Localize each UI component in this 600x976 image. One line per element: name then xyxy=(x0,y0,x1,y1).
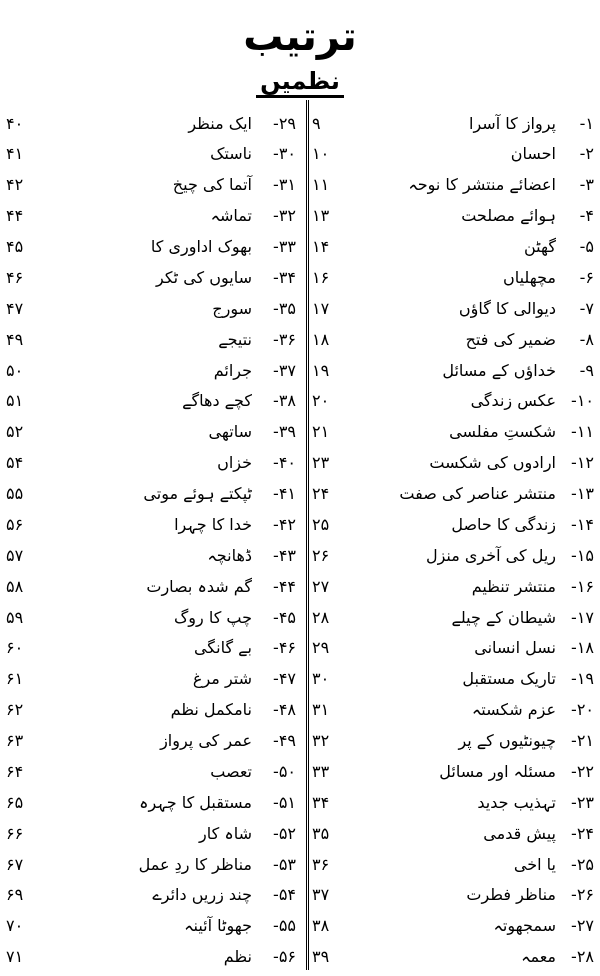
entry-number: ۴۴- xyxy=(273,576,296,596)
entry-number: ۱۶- xyxy=(571,576,594,596)
toc-entry xyxy=(312,139,594,169)
toc-entry xyxy=(312,324,594,354)
entry-number: ۳۳- xyxy=(273,237,296,256)
entry-title: زندگی کا حاصل xyxy=(451,514,556,534)
toc-entry xyxy=(312,479,594,509)
entry-number: ۱۷- xyxy=(571,607,594,627)
entry-number: ۲۴- xyxy=(571,823,594,843)
toc-entry xyxy=(312,880,594,910)
entry-number: ۴۳- xyxy=(273,545,296,565)
entry-page-number: ۲۹ xyxy=(312,638,330,658)
toc-entry xyxy=(312,355,594,385)
entry-title: یا اخی xyxy=(513,854,556,874)
entry-number: ۴۸- xyxy=(273,700,296,720)
entry-page-number: ۳۶ xyxy=(312,854,330,874)
toc-entry xyxy=(6,355,296,385)
entry-title: مناظر کا ردِ عمل xyxy=(138,854,252,874)
entry-page-number: ۳۴ xyxy=(312,792,330,812)
entry-number: ۲۳- xyxy=(571,792,594,812)
entry-number: ۳۹- xyxy=(273,422,296,442)
entry-page-number: ۱۹ xyxy=(312,360,330,380)
entry-number: ۴۶- xyxy=(273,638,296,658)
entry-number: ۵۵- xyxy=(273,916,296,936)
entry-page-number: ۱۶ xyxy=(312,267,330,287)
toc-entry xyxy=(6,448,296,478)
entry-title: معمہ xyxy=(521,947,556,967)
entry-page-number: ۶۰ xyxy=(6,638,24,658)
toc-entry xyxy=(6,695,296,725)
entry-title: منتشر عناصر کی صفت xyxy=(399,484,556,503)
entry-page-number: ۴۲ xyxy=(6,175,24,195)
entry-page-number: ۵۶ xyxy=(6,514,24,534)
entry-number: ۵۴- xyxy=(273,885,296,905)
entry-title: تعصب xyxy=(210,761,252,781)
toc-entry xyxy=(312,540,594,570)
entry-number: ۵۱- xyxy=(273,792,296,812)
toc-entry xyxy=(312,695,594,725)
entry-number: ۵۰- xyxy=(273,761,296,781)
toc-entry xyxy=(6,232,296,262)
section-subtitle-text: نظمیں xyxy=(256,67,344,98)
entry-number: ۳۵- xyxy=(273,298,296,318)
entry-title: عزم شکستہ xyxy=(471,700,556,720)
entry-title: بے گانگی xyxy=(193,638,252,658)
entry-number: ۵۳- xyxy=(273,854,296,874)
entry-page-number: ۶۹ xyxy=(6,885,24,905)
entry-page-number: ۳۱ xyxy=(312,700,330,720)
entry-title: احسان xyxy=(510,144,556,164)
entry-page-number: ۶۴ xyxy=(6,761,24,781)
entry-title: سورج xyxy=(212,298,252,318)
toc-entry xyxy=(312,108,594,138)
entry-title: چند زریں دائرے xyxy=(152,885,252,905)
entry-number: ۵- xyxy=(579,237,594,256)
entry-page-number: ۴۴ xyxy=(6,206,24,226)
entry-title: بھوک اداوری کا xyxy=(150,237,252,256)
entry-title: شیطان کے چیلے xyxy=(451,607,556,627)
entry-title: خداؤں کے مسائل xyxy=(442,360,556,380)
entry-number: ۳۶- xyxy=(273,329,296,349)
entry-page-number: ۶۵ xyxy=(6,792,24,812)
column-divider xyxy=(306,100,309,970)
entry-number: ۴- xyxy=(579,206,594,226)
entry-number: ۲۶- xyxy=(571,885,594,905)
entry-page-number: ۳۲ xyxy=(312,731,330,750)
entry-number: ۳۷- xyxy=(273,360,296,380)
entry-page-number: ۱۱ xyxy=(312,175,330,195)
entry-title: ڈھانچہ xyxy=(207,545,252,565)
toc-entry xyxy=(312,633,594,663)
entry-title: ٹپکتے ہوئے موتی xyxy=(143,484,252,503)
entry-page-number: ۳۵ xyxy=(312,823,330,843)
page-title: ترتیب xyxy=(243,14,357,60)
entry-title: ریل کی آخری منزل xyxy=(425,545,556,565)
toc-entry xyxy=(6,509,296,539)
entry-number: ۵۶- xyxy=(273,947,296,967)
toc-entry xyxy=(6,170,296,200)
entry-title: چیونٹیوں کے پر xyxy=(458,731,556,750)
entry-title: خدا کا چہرا xyxy=(174,514,252,534)
entry-page-number: ۱۴ xyxy=(312,237,330,256)
entry-page-number: ۳۹ xyxy=(312,947,330,967)
entry-title: شتر مرغ xyxy=(192,669,252,689)
entry-title: نظم xyxy=(223,947,252,967)
entry-page-number: ۲۴ xyxy=(312,484,330,503)
toc-column-right xyxy=(312,108,594,972)
toc-entry xyxy=(6,417,296,447)
entry-title: مناظرِ فطرت xyxy=(466,885,556,905)
toc-entry xyxy=(312,756,594,786)
entry-page-number: ۳۷ xyxy=(312,885,330,905)
toc-entry xyxy=(6,880,296,910)
entry-number: ۱۱- xyxy=(571,422,594,442)
toc-entry xyxy=(6,108,296,138)
entry-title: پرواز کا آسرا xyxy=(469,113,556,133)
toc-entry xyxy=(6,201,296,231)
entry-number: ۲۷- xyxy=(571,916,594,936)
entry-page-number: ۲۵ xyxy=(312,514,330,534)
entry-page-number: ۴۶ xyxy=(6,267,24,287)
entry-title: ارادوں کی شکست xyxy=(429,453,556,473)
entry-title: عکس زندگی xyxy=(470,391,556,411)
entry-number: ۴۰- xyxy=(273,453,296,473)
entry-title: سایوں کی ٹکر xyxy=(156,267,252,287)
entry-title: تاریک مستقبل xyxy=(462,669,556,689)
entry-title: مستقبل کا چہرہ xyxy=(139,792,252,812)
entry-title: اعضائے منتشر کا نوحہ xyxy=(408,175,556,195)
toc-entry xyxy=(312,726,594,756)
entry-number: ۴۷- xyxy=(273,669,296,689)
entry-title: نسلِ انسانی xyxy=(474,638,556,658)
toc-entry xyxy=(312,170,594,200)
entry-number: ۳۸- xyxy=(273,391,296,411)
entry-title: نتیجے xyxy=(218,329,252,349)
toc-entry xyxy=(312,262,594,292)
toc-entry xyxy=(312,787,594,817)
toc-entry xyxy=(312,448,594,478)
entry-page-number: ۵۵ xyxy=(6,484,24,503)
entry-title: مچھلیاں xyxy=(502,267,556,287)
toc-entry xyxy=(312,386,594,416)
entry-page-number: ۶۱ xyxy=(6,669,24,689)
entry-number: ۴۵- xyxy=(273,607,296,627)
entry-title: تماشہ xyxy=(210,206,252,226)
entry-number: ۱۹- xyxy=(571,669,594,689)
toc-entry xyxy=(312,201,594,231)
entry-number: ۵۲- xyxy=(273,823,296,843)
entry-number: ۲۰- xyxy=(571,700,594,720)
entry-number: ۲۲- xyxy=(571,761,594,781)
entry-title: عمر کی پرواز xyxy=(160,731,252,750)
toc-entry xyxy=(312,293,594,323)
entry-title: گھٹن xyxy=(524,237,556,256)
entry-page-number: ۴۷ xyxy=(6,298,24,318)
entry-page-number: ۵۰ xyxy=(6,360,24,380)
toc-column-left xyxy=(6,108,296,972)
entry-title: کچے دھاگے xyxy=(182,391,252,411)
toc-entry xyxy=(6,324,296,354)
entry-title: سمجھوتہ xyxy=(493,916,556,936)
entry-page-number: ۵۷ xyxy=(6,545,24,565)
toc-entry xyxy=(312,942,594,972)
entry-number: ۱۴- xyxy=(571,514,594,534)
toc-entry xyxy=(312,571,594,601)
entry-number: ۳۰- xyxy=(273,144,296,164)
entry-title: چپ کا روگ xyxy=(173,607,252,627)
entry-page-number: ۶۲ xyxy=(6,700,24,720)
entry-number: ۴۹- xyxy=(273,731,296,750)
toc-entry xyxy=(6,664,296,694)
toc-entry xyxy=(6,911,296,941)
entry-page-number: ۵۹ xyxy=(6,607,24,627)
entry-title: ناستک xyxy=(210,144,252,164)
entry-number: ۳۱- xyxy=(273,175,296,195)
toc-entry xyxy=(312,664,594,694)
entry-page-number: ۳۳ xyxy=(312,761,330,781)
toc-entry xyxy=(312,232,594,262)
toc-entry xyxy=(6,571,296,601)
entry-number: ۸- xyxy=(579,329,594,349)
toc-entry xyxy=(6,139,296,169)
entry-number: ۱- xyxy=(579,113,594,133)
toc-entry xyxy=(6,756,296,786)
entry-page-number: ۴۰ xyxy=(6,113,24,133)
entry-page-number: ۱۳ xyxy=(312,206,330,226)
entry-title: شاہ کار xyxy=(199,823,252,843)
entry-number: ۲۱- xyxy=(571,731,594,750)
toc-entry xyxy=(6,293,296,323)
entry-title: تہذیب جدید xyxy=(477,792,556,812)
toc-entry xyxy=(6,787,296,817)
entry-number: ۳۲- xyxy=(273,206,296,226)
entry-number: ۴۲- xyxy=(273,514,296,534)
entry-page-number: ۵۱ xyxy=(6,391,24,411)
entry-number: ۶- xyxy=(579,267,594,287)
entry-number: ۹- xyxy=(579,360,594,380)
entry-title: ہوائے مصلحت xyxy=(461,206,556,226)
entry-number: ۴۱- xyxy=(273,484,296,503)
entry-page-number: ۲۶ xyxy=(312,545,330,565)
entry-number: ۳- xyxy=(579,175,594,195)
entry-page-number: ۱۷ xyxy=(312,298,330,318)
entry-number: ۲۵- xyxy=(571,854,594,874)
toc-entry xyxy=(6,479,296,509)
toc-entry xyxy=(6,818,296,848)
section-subtitle xyxy=(0,66,600,96)
entry-page-number: ۲۰ xyxy=(312,391,330,411)
entry-title: جھوٹا آئینہ xyxy=(184,916,252,936)
entry-page-number: ۴۵ xyxy=(6,237,24,256)
entry-title: ایک منظر xyxy=(188,113,252,133)
toc-entry xyxy=(6,633,296,663)
toc-entry xyxy=(6,602,296,632)
toc-entry xyxy=(312,818,594,848)
entry-number: ۲۸- xyxy=(571,947,594,967)
entry-page-number: ۲۱ xyxy=(312,422,330,442)
toc-entry xyxy=(6,386,296,416)
entry-page-number: ۵۴ xyxy=(6,453,24,473)
entry-title: جرائم xyxy=(213,360,252,380)
entry-title: نامکمل نظم xyxy=(170,700,252,720)
entry-page-number: ۴۹ xyxy=(6,329,24,349)
entry-number: ۱۲- xyxy=(571,453,594,473)
toc-entry xyxy=(312,509,594,539)
entry-page-number: ۱۰ xyxy=(312,144,330,164)
entry-title: منتشر تنظیم xyxy=(471,576,556,596)
toc-entry xyxy=(6,849,296,879)
toc-entry xyxy=(6,262,296,292)
entry-page-number: ۹ xyxy=(312,113,321,133)
toc-entry xyxy=(6,726,296,756)
entry-page-number: ۶۳ xyxy=(6,731,24,750)
entry-page-number: ۲۳ xyxy=(312,453,330,473)
entry-number: ۱۳- xyxy=(571,484,594,503)
entry-number: ۷- xyxy=(579,298,594,318)
entry-number: ۲- xyxy=(579,144,594,164)
entry-title: شکستِ مفلسی xyxy=(449,422,556,442)
entry-page-number: ۱۸ xyxy=(312,329,330,349)
toc-entry xyxy=(6,942,296,972)
entry-title: ساتھی xyxy=(208,422,252,442)
entry-number: ۳۴- xyxy=(273,267,296,287)
entry-page-number: ۳۰ xyxy=(312,669,330,689)
entry-title: دیوالی کا گاؤں xyxy=(458,298,556,318)
toc-entry xyxy=(312,417,594,447)
entry-number: ۱۸- xyxy=(571,638,594,658)
toc-entry xyxy=(312,849,594,879)
entry-page-number: ۵۲ xyxy=(6,422,24,442)
entry-page-number: ۶۷ xyxy=(6,854,24,874)
entry-title: گم شدہ بصارت xyxy=(146,576,252,596)
entry-title: آتما کی چیخ xyxy=(172,175,252,195)
entry-page-number: ۳۸ xyxy=(312,916,330,936)
toc-entry xyxy=(312,911,594,941)
entry-page-number: ۷۱ xyxy=(6,947,24,967)
entry-page-number: ۲۸ xyxy=(312,607,330,627)
toc-entry xyxy=(312,602,594,632)
entry-page-number: ۵۸ xyxy=(6,576,24,596)
entry-page-number: ۶۶ xyxy=(6,823,24,843)
entry-page-number: ۷۰ xyxy=(6,916,24,936)
entry-page-number: ۲۷ xyxy=(312,576,330,596)
entry-title: ضمیر کی فتح xyxy=(465,329,556,349)
entry-title: مسئلہ اور مسائل xyxy=(439,761,556,781)
entry-title: پیش قدمی xyxy=(483,823,556,843)
entry-number: ۱۵- xyxy=(571,545,594,565)
entry-number: ۱۰- xyxy=(571,391,594,411)
entry-title: خزاں xyxy=(217,453,252,473)
toc-entry xyxy=(6,540,296,570)
entry-page-number: ۴۱ xyxy=(6,144,24,164)
entry-number: ۲۹- xyxy=(273,113,296,133)
